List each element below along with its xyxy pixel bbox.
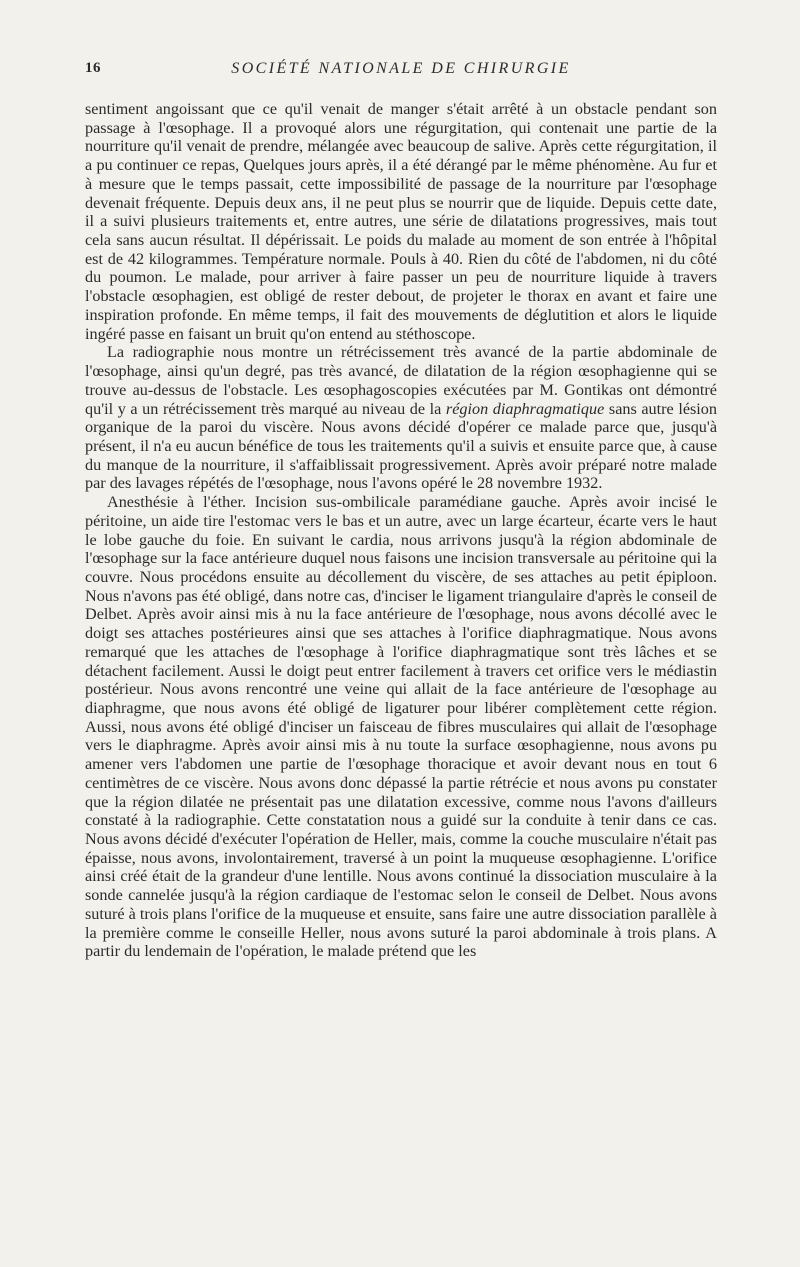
paragraph-2-emphasis: région diaphragmatique	[445, 399, 605, 418]
paragraph-2-text-after: sans autre lésion organique de la paroi du viscère. Nous avons décidé d'opérer ce malade parce que, jusqu'à présent, il n'a eu aucun bénéfice de tous les traitements qu'il a suivis et ensuite parce que, à cause du manque de la nourriture, il s'affaiblissait progressivement. Après avoir préparé notre malade par des lavages répétés de l'œsophage, nous l'avons opéré le 28 novembre 1932.	[85, 399, 717, 493]
paragraph-2	[85, 343, 717, 493]
paragraph-1: sentiment angoissant que ce qu'il venait de manger s'était arrêté à un obstacle pendant son passage à l'œsophage. Il a provoqué alors une régurgitation, qui contenait une partie de la nourriture qu'il venait de prendre, mélangée avec beaucoup de salive. Après cette régurgitation, il a pu continuer ce repas, Quelques jours après, il a été dérangé par le même phénomène. Au fur et à mesure que le temps passait, cette impossibilité de passage de la nourriture par l'œsophage devenait fréquente. Depuis deux ans, il ne peut plus se nourrir que de liquide. Depuis cette date, il a suivi plusieurs traitements et, entre autres, une série de dilatations progressives, mais tout cela sans aucun résultat. Il dépérissait. Le poids du malade au moment de son entrée à l'hôpital est de 42 kilogrammes. Température normale. Pouls à 40. Rien du côté de l'abdomen, ni du côté du poumon. Le malade, pour arriver à faire passer un peu de nourriture liquide à travers l'obstacle œsophagien, est obligé de rester debout, de projeter le thorax en avant et faire une inspiration profonde. En même temps, il fait des mouvements de déglutition et alors le liquide ingéré passe en faisant un bruit qu'on entend au stéthoscope.	[85, 100, 717, 343]
article-body	[85, 100, 717, 961]
paragraph-3: Anesthésie à l'éther. Incision sus-ombilicale paramédiane gauche. Après avoir incisé le péritoine, un aide tire l'estomac vers le bas et un autre, avec un large écarteur, écarte vers le haut le lobe gauche du foie. En suivant le cardia, nous arrivons jusqu'à la région abdominale de l'œsophage sur la face antérieure duquel nous faisons une incision transversale au péritoine qui la couvre. Nous procédons ensuite au décollement du viscère, de ses attaches au petit épiploon. Nous n'avons pas été obligé, dans notre cas, d'inciser le ligament triangulaire d'après le conseil de Delbet. Après avoir ainsi mis à nu la face antérieure de l'œsophage, nous avons décollé avec le doigt ses attaches postérieures ainsi que ses attaches à l'orifice diaphragmatique. Nous avons remarqué que les attaches de l'œsophage à l'orifice diaphragmatique sont très lâches et se détachent facilement. Aussi le doigt peut entrer facilement à travers cet orifice vers le médiastin postérieur. Nous avons rencontré une veine qui allait de la face antérieure de l'œsophage au diaphragme, que nous avons été obligé de ligaturer pour libérer complètement cette région. Aussi, nous avons été obligé d'inciser un faisceau de fibres musculaires qui allait de l'œsophage vers le diaphragme. Après avoir ainsi mis à nu toute la surface œsophagienne, nous avons pu amener vers l'abdomen une partie de l'œsophage thoracique et avoir devant nous en tout 6 centimètres de ce viscère. Nous avons donc dépassé la partie rétrécie et nous avons pu constater que la région dilatée ne présentait pas une dilatation excessive, comme nous l'avons d'ailleurs constaté à la radiographie. Cette constatation nous a guidé sur la conduite à tenir dans ce cas. Nous avons décidé d'exécuter l'opération de Heller, mais, comme la couche musculaire n'était pas épaisse, nous avons, involontairement, traversé à un point la muqueuse œsophagienne. L'orifice ainsi créé était de la grandeur d'une lentille. Nous avons continué la dissociation musculaire à la sonde cannelée jusqu'à la région cardiaque de l'estomac selon le conseil de Delbet. Nous avons suturé à trois plans l'orifice de la muqueuse et ensuite, sans faire une autre dissociation parallèle à la première comme le conseille Heller, nous avons suturé la paroi abdominale à trois plans. A partir du lendemain de l'opération, le malade prétend que les	[85, 493, 717, 961]
page-header	[85, 60, 717, 84]
running-title: SOCIÉTÉ NATIONALE DE CHIRURGIE	[231, 60, 571, 77]
paragraph-2-text-before: La radiographie nous montre un rétrécissement très avancé de la partie abdominale de l'œsophage, ainsi qu'un degré, pas très avancé, de dilatation de la région œsophagienne qui se trouve au-dessus de l'obstacle. Les œsophagoscopies exécutées par M. Gontikas ont démontré qu'il y a un rétrécissement très marqué au niveau de la	[85, 343, 717, 418]
page-number: 16	[85, 60, 101, 76]
